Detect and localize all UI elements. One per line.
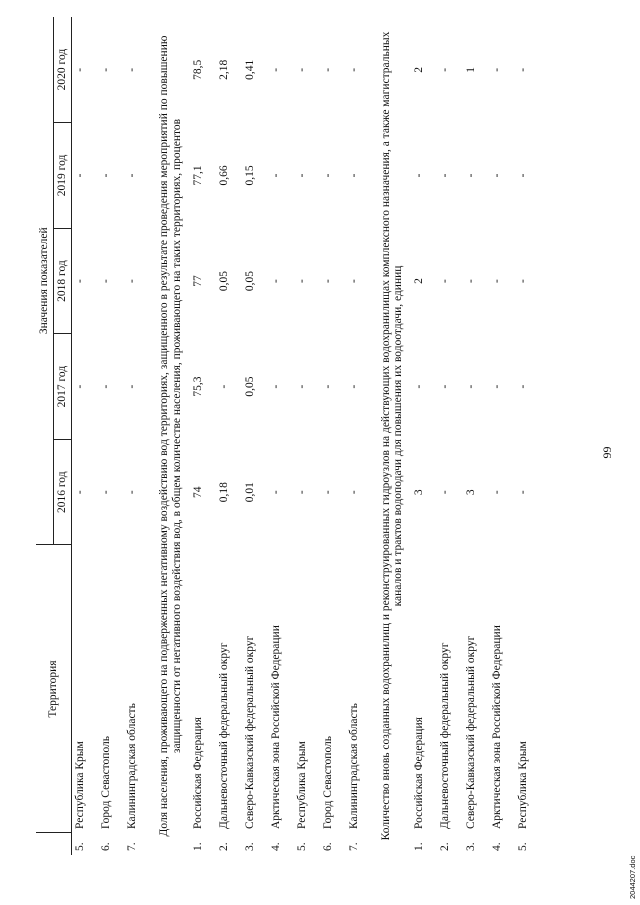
row-value: - xyxy=(439,279,452,283)
row-number: 6. xyxy=(99,842,112,851)
row-value: - xyxy=(491,279,504,283)
row-value: - xyxy=(347,67,360,72)
row-value: - xyxy=(413,384,426,389)
indicators-table xyxy=(36,17,541,855)
row-value: - xyxy=(295,173,308,178)
header-year: 2016 год xyxy=(53,439,71,545)
table-row xyxy=(268,17,294,855)
row-value: 77,1 xyxy=(191,165,204,186)
row-number: 5. xyxy=(517,842,530,851)
row-value: - xyxy=(517,490,530,495)
row-number: 7. xyxy=(347,842,360,851)
row-territory: Калининградская область xyxy=(347,703,360,829)
table-row xyxy=(294,17,320,855)
row-territory: Калининградская область xyxy=(125,703,138,829)
row-value: 77 xyxy=(191,275,204,287)
row-value: - xyxy=(295,279,308,283)
row-value: - xyxy=(439,384,452,389)
row-number: 7. xyxy=(125,842,138,851)
row-value: - xyxy=(491,173,504,178)
row-value: - xyxy=(439,173,452,178)
header-number-cell xyxy=(36,833,71,855)
row-value: - xyxy=(321,173,334,178)
row-value: 0,05 xyxy=(243,270,256,292)
row-value: 0,15 xyxy=(243,165,256,186)
row-territory: Северо-Кавказский федеральный округ xyxy=(243,635,256,829)
row-value: 75,3 xyxy=(191,376,204,397)
row-value: - xyxy=(347,384,360,389)
row-value: - xyxy=(321,384,334,389)
row-value: - xyxy=(465,279,478,283)
row-value: - xyxy=(125,490,138,495)
row-value: - xyxy=(321,67,334,72)
section-title: Количество вновь созданных водохранилищ и реконструированных гидроузлов на действующих водохранилищах комплексного назначения, а также магистральных каналов и трактов водоподачи для повышения их водоотдачи, единиц xyxy=(379,31,405,841)
row-value: - xyxy=(491,67,504,72)
row-number: 5. xyxy=(73,842,86,851)
row-territory: Дальневосточный федеральный округ xyxy=(217,642,230,829)
row-number: 4. xyxy=(491,842,504,851)
row-value: - xyxy=(73,279,86,283)
row-territory: Республика Крым xyxy=(517,741,530,829)
row-number: 6. xyxy=(321,842,334,851)
header-year: 2020 год xyxy=(53,17,71,123)
row-value: - xyxy=(321,490,334,495)
page-number: 99 xyxy=(600,446,614,459)
section-title-row xyxy=(372,17,412,855)
table-row xyxy=(411,17,437,855)
row-value: - xyxy=(269,384,282,389)
row-value: - xyxy=(465,173,478,178)
row-value: - xyxy=(517,279,530,283)
table-row xyxy=(489,17,515,855)
row-number: 2. xyxy=(439,842,452,851)
row-value: - xyxy=(321,279,334,283)
table-header xyxy=(36,17,71,855)
row-number: 5. xyxy=(295,842,308,851)
row-territory: Республика Крым xyxy=(73,741,86,829)
row-value: - xyxy=(99,384,112,389)
row-value: - xyxy=(347,279,360,283)
row-value: - xyxy=(295,384,308,389)
section-title: Доля населения, проживающего на подверженных негативному воздействию вод территориях, защищенного в результате проведения мероприятий по повышению защищенности от негативного воздействия вод, в общем количестве населения, проживающего на таких территориях, процентов xyxy=(157,35,183,837)
row-value: - xyxy=(73,173,86,178)
row-value: 2 xyxy=(413,278,426,284)
header-territory: Территория xyxy=(36,545,71,833)
row-territory: Арктическая зона Российской Федерации xyxy=(269,625,282,829)
row-value: 3 xyxy=(413,489,426,496)
row-value: 78,5 xyxy=(191,59,204,80)
row-value: - xyxy=(517,67,530,72)
row-value: 0,41 xyxy=(243,59,256,80)
row-number: 2. xyxy=(217,842,230,851)
row-value: 0,05 xyxy=(217,270,230,292)
row-value: - xyxy=(295,490,308,495)
row-territory: Российская Федерация xyxy=(191,717,204,829)
row-value: - xyxy=(99,173,112,178)
row-value: - xyxy=(269,279,282,283)
row-territory: Город Севастополь xyxy=(321,735,334,829)
row-value: - xyxy=(73,490,86,495)
row-territory: Северо-Кавказский федеральный округ xyxy=(465,635,478,829)
table-row xyxy=(71,17,98,855)
table-row xyxy=(98,17,124,855)
row-value: - xyxy=(491,384,504,389)
row-value: - xyxy=(269,490,282,495)
row-value: 0,01 xyxy=(243,482,256,503)
row-value: 0,66 xyxy=(217,165,230,186)
table-row xyxy=(124,17,150,855)
row-value: - xyxy=(99,490,112,495)
row-value: - xyxy=(491,490,504,495)
row-territory: Дальневосточный федеральный округ xyxy=(439,642,452,829)
row-value: - xyxy=(465,384,478,389)
row-value: - xyxy=(125,384,138,389)
row-value: - xyxy=(413,173,426,178)
row-territory: Арктическая зона Российской Федерации xyxy=(491,625,504,829)
row-number: 3. xyxy=(465,842,478,851)
row-value: - xyxy=(99,279,112,283)
row-value: - xyxy=(269,67,282,72)
row-value: - xyxy=(517,173,530,178)
row-number: 3. xyxy=(243,842,256,851)
row-value: - xyxy=(99,67,112,72)
row-value: - xyxy=(73,67,86,72)
header-year: 2018 год xyxy=(53,228,71,334)
row-value: 1 xyxy=(465,66,478,73)
table-row xyxy=(515,17,541,855)
row-value: 3 xyxy=(465,489,478,496)
row-value: - xyxy=(217,384,230,389)
table-row xyxy=(437,17,463,855)
table-body xyxy=(71,17,541,855)
row-number: 1. xyxy=(191,842,204,851)
row-value: - xyxy=(73,384,86,389)
row-value: - xyxy=(125,173,138,178)
row-value: 2 xyxy=(413,66,426,73)
header-year: 2019 год xyxy=(53,123,71,229)
table-row xyxy=(216,17,242,855)
row-territory: Российская Федерация xyxy=(413,717,426,829)
header-indicator-values: Значения показателей xyxy=(36,17,53,545)
table-row xyxy=(242,17,268,855)
row-value: - xyxy=(439,67,452,72)
table-row xyxy=(320,17,346,855)
header-year: 2017 год xyxy=(53,334,71,440)
row-value: - xyxy=(125,279,138,283)
row-value: - xyxy=(439,490,452,495)
table-row xyxy=(346,17,372,855)
row-territory: Республика Крым xyxy=(295,741,308,829)
row-number: 1. xyxy=(413,842,426,851)
row-value: - xyxy=(517,384,530,389)
row-value: - xyxy=(347,173,360,178)
row-territory: Город Севастополь xyxy=(99,735,112,829)
section-title-row xyxy=(150,17,190,855)
row-number: 4. xyxy=(269,842,282,851)
row-value: 0,18 xyxy=(217,482,230,503)
row-value: - xyxy=(295,67,308,72)
row-value: 0,05 xyxy=(243,376,256,397)
document-footer: 2044207.doc xyxy=(628,855,637,899)
table-row xyxy=(190,17,216,855)
row-value: 2,18 xyxy=(217,59,230,80)
row-value: 74 xyxy=(191,486,204,498)
row-value: - xyxy=(347,490,360,495)
row-value: - xyxy=(269,173,282,178)
table-row xyxy=(463,17,489,855)
row-value: - xyxy=(125,67,138,72)
